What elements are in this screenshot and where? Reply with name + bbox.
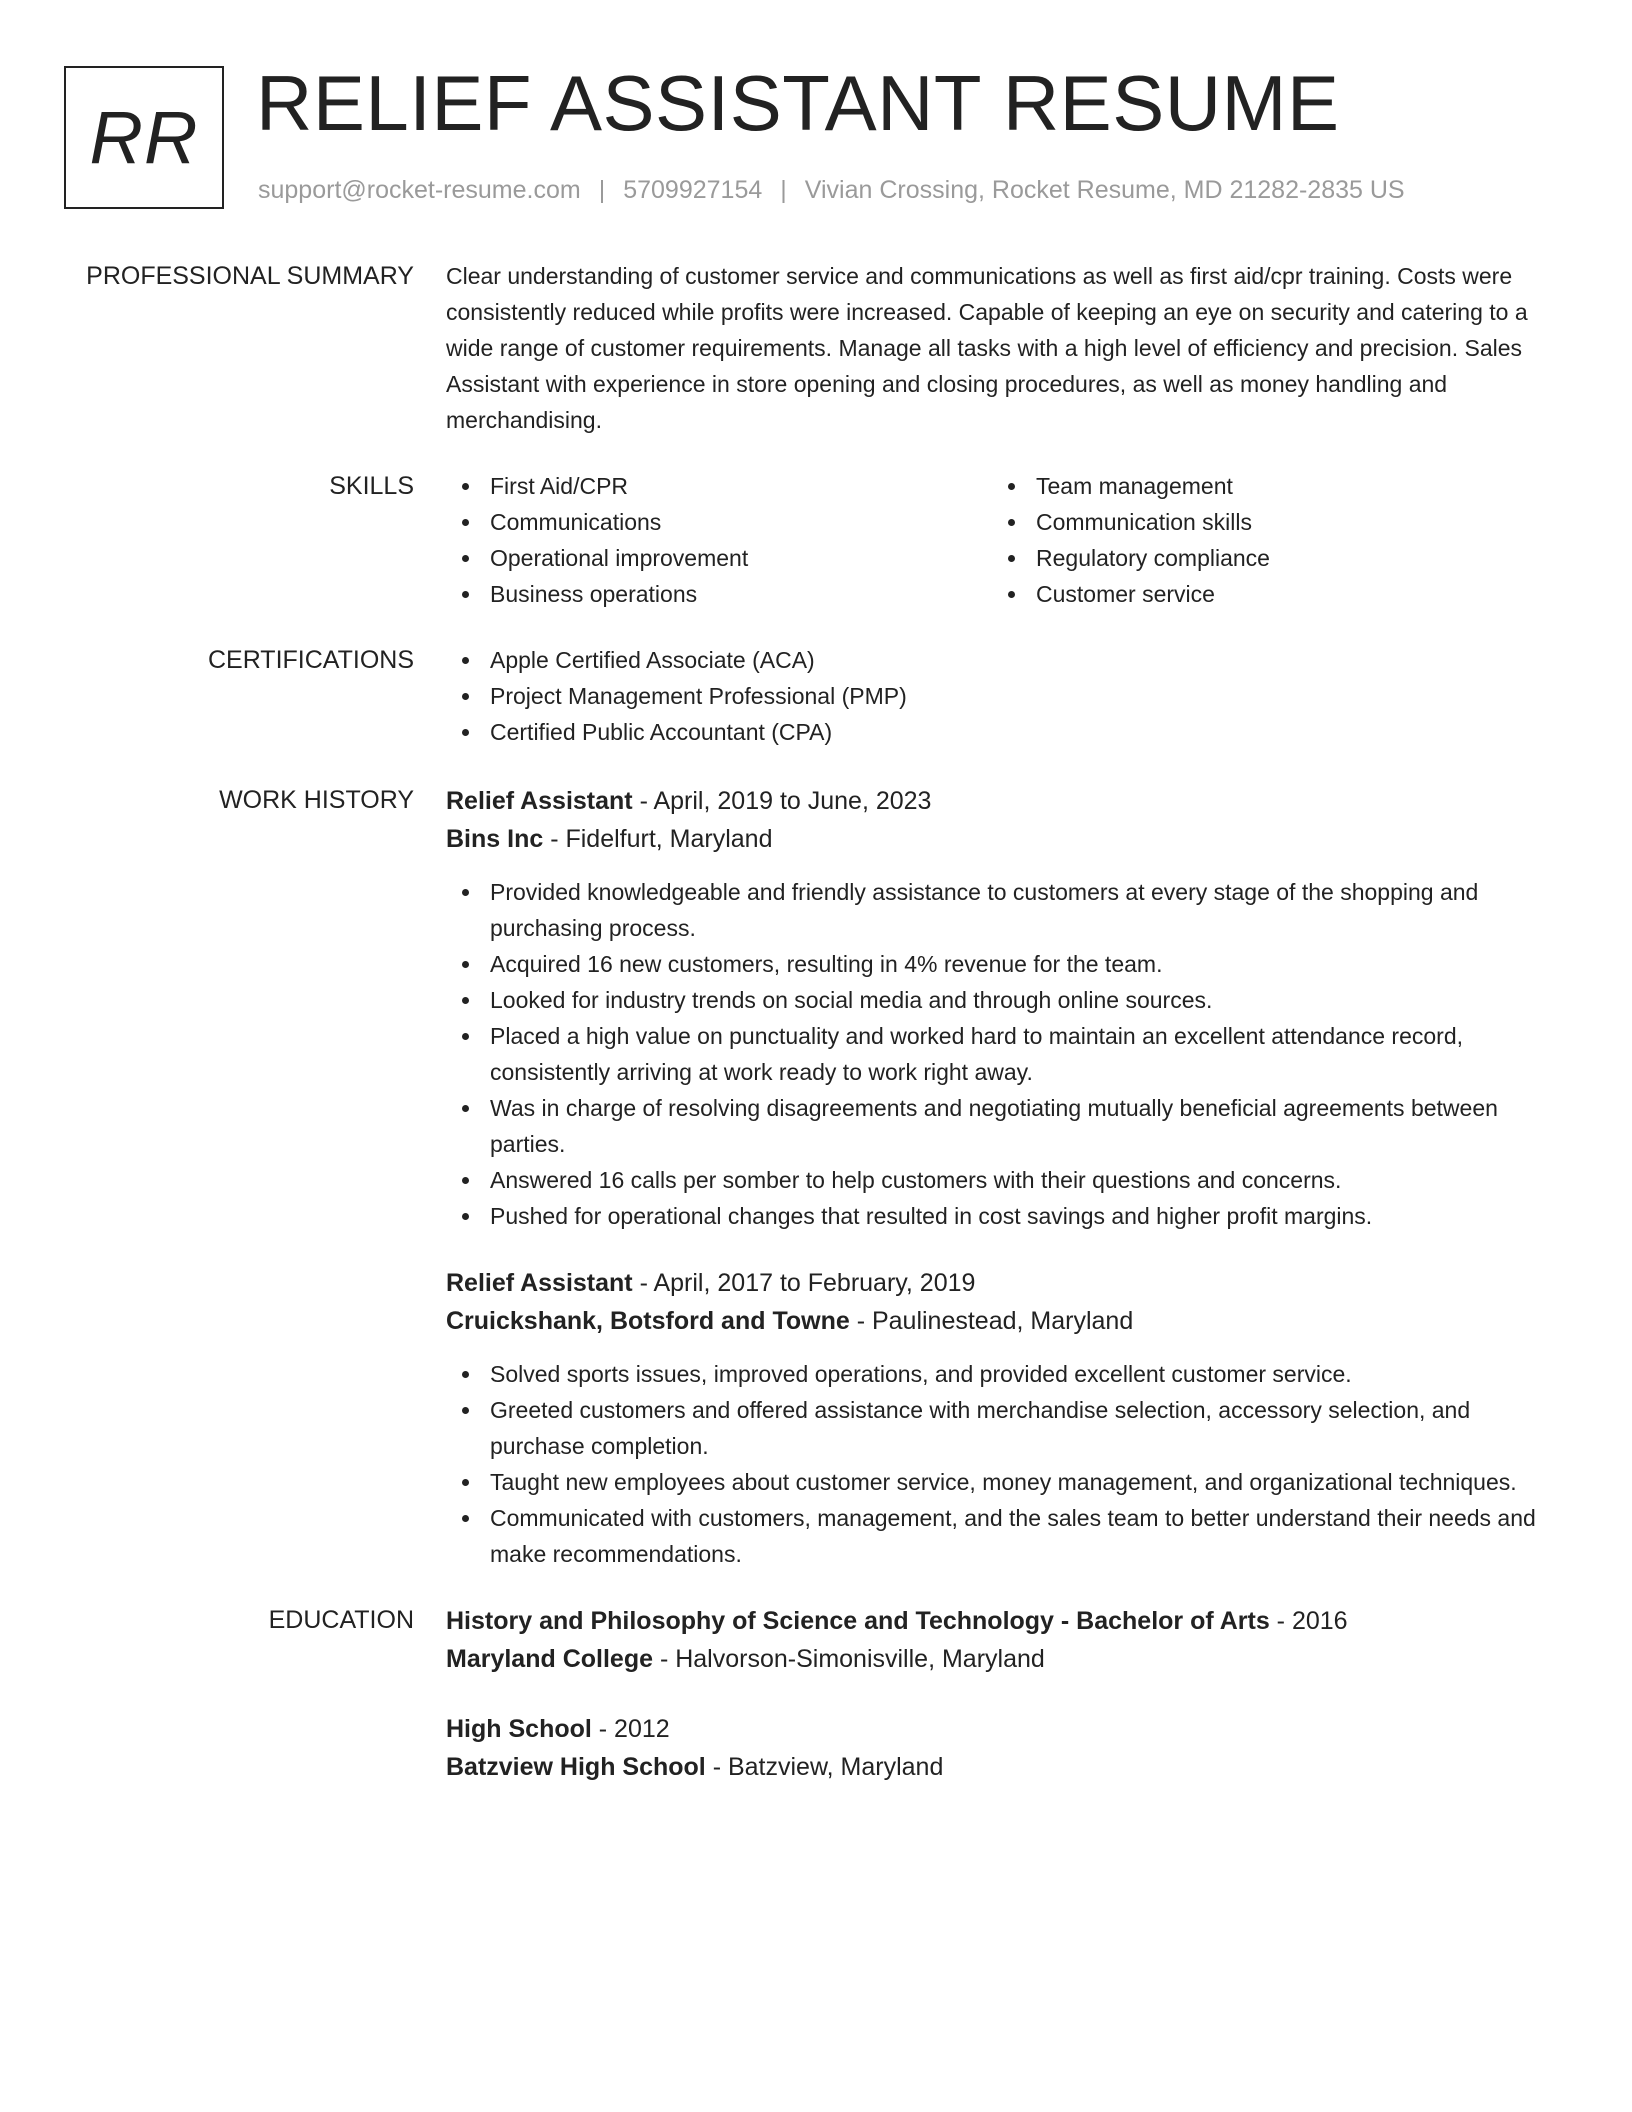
job-entry [446,1264,1556,1572]
job-title: Relief Assistant [446,1269,633,1297]
job-company-line [446,820,1556,858]
school-name: Maryland College [446,1645,653,1673]
section-heading: EDUCATION [268,1606,414,1634]
summary-section [0,258,1632,438]
contact-line [258,176,1405,205]
certifications-body [446,642,1556,750]
degree: High School [446,1715,592,1743]
monogram-box [64,66,224,209]
resume-title: RELIEF ASSISTANT RESUME [256,59,1340,147]
certifications-section [0,642,1632,750]
graduation-year: - 2012 [591,1715,670,1743]
education-section [0,1602,1632,1786]
skill-item: Customer service [992,576,1538,612]
job-entry [446,782,1556,1234]
job-title: Relief Assistant [446,787,633,815]
job-dates: - April, 2017 to February, 2019 [632,1269,976,1297]
school-name: Batzview High School [446,1753,706,1781]
certifications-list [446,642,1556,750]
job-title-line [446,782,1556,820]
job-duty: Greeted customers and offered assistance with merchandise selection, accessory selection, and purchase completion. [446,1392,1556,1464]
section-heading: PROFESSIONAL SUMMARY [86,262,414,290]
skill-item: Communications [446,504,992,540]
skills-grid [446,468,1556,612]
job-duty: Acquired 16 new customers, resulting in 4% revenue for the team. [446,946,1556,982]
school-location: - Batzview, Maryland [705,1753,944,1781]
job-duty: Looked for industry trends on social media and through online sources. [446,982,1556,1018]
education-body [446,1602,1556,1786]
skills-column-2 [992,468,1538,612]
skill-item: Operational improvement [446,540,992,576]
section-heading: SKILLS [329,472,414,500]
school-location: - Halvorson-Simonisville, Maryland [653,1645,1045,1673]
skill-item: First Aid/CPR [446,468,992,504]
school-line [446,1748,1556,1786]
certification-item: Certified Public Accountant (CPA) [446,714,1556,750]
job-duty: Communicated with customers, management, and the sales team to better understand their needs and make recommendations. [446,1500,1556,1572]
contact-email: support@rocket-resume.com [258,176,581,204]
education-entry [446,1710,1556,1786]
work-history-section [0,782,1632,1572]
job-duty: Solved sports issues, improved operations, and provided excellent customer service. [446,1356,1556,1392]
job-duties-list [446,874,1556,1234]
skills-section [0,468,1632,612]
graduation-year: - 2016 [1269,1607,1348,1635]
degree-line [446,1710,1556,1748]
job-dates: - April, 2019 to June, 2023 [632,787,932,815]
certification-item: Apple Certified Associate (ACA) [446,642,1556,678]
monogram-initials: RR [89,96,199,179]
skill-item: Business operations [446,576,992,612]
section-heading: CERTIFICATIONS [207,646,414,674]
job-duties-list [446,1356,1556,1572]
contact-address: Vivian Crossing, Rocket Resume, MD 21282-2835 US [804,176,1405,204]
skill-item: Team management [992,468,1538,504]
job-duty: Was in charge of resolving disagreements and negotiating mutually beneficial agreements between parties. [446,1090,1556,1162]
skills-column-1 [446,468,992,612]
work-history-body [446,782,1556,1572]
skill-item: Communication skills [992,504,1538,540]
resume-sections [0,258,1632,1818]
job-company: Bins Inc [446,825,544,853]
contact-separator: | [780,176,787,204]
job-title-line [446,1264,1556,1302]
contact-separator: | [598,176,606,204]
degree-line [446,1602,1556,1640]
job-duty: Provided knowledgeable and friendly assistance to customers at every stage of the shopping and purchasing process. [446,874,1556,946]
job-company: Cruickshank, Botsford and Towne [446,1307,850,1335]
job-company-line [446,1302,1556,1340]
section-heading: WORK HISTORY [219,786,414,814]
job-location: - Fidelfurt, Maryland [543,825,773,853]
job-duty: Placed a high value on punctuality and worked hard to maintain an excellent attendance record, consistently arriving at work ready to work right away. [446,1018,1556,1090]
degree: History and Philosophy of Science and Technology - Bachelor of Arts [446,1607,1270,1635]
school-line [446,1640,1556,1678]
contact-phone: 5709927154 [623,176,763,204]
job-duty: Pushed for operational changes that resulted in cost savings and higher profit margins. [446,1198,1556,1234]
job-location: - Paulinestead, Maryland [849,1307,1134,1335]
job-duty: Taught new employees about customer service, money management, and organizational techniques. [446,1464,1556,1500]
education-entry [446,1602,1556,1678]
job-duty: Answered 16 calls per somber to help customers with their questions and concerns. [446,1162,1556,1198]
summary-text: Clear understanding of customer service and communications as well as first aid/cpr training. Costs were consistently reduced while profits were increased. Capable of keeping an eye on security and catering to a wide range of customer requirements. Manage all tasks with a high level of efficiency and precision. Sales Assistant with experience in store opening and closing procedures, as well as money handling and merchandising. [446,263,1528,433]
certification-item: Project Management Professional (PMP) [446,678,1556,714]
skill-item: Regulatory compliance [992,540,1538,576]
